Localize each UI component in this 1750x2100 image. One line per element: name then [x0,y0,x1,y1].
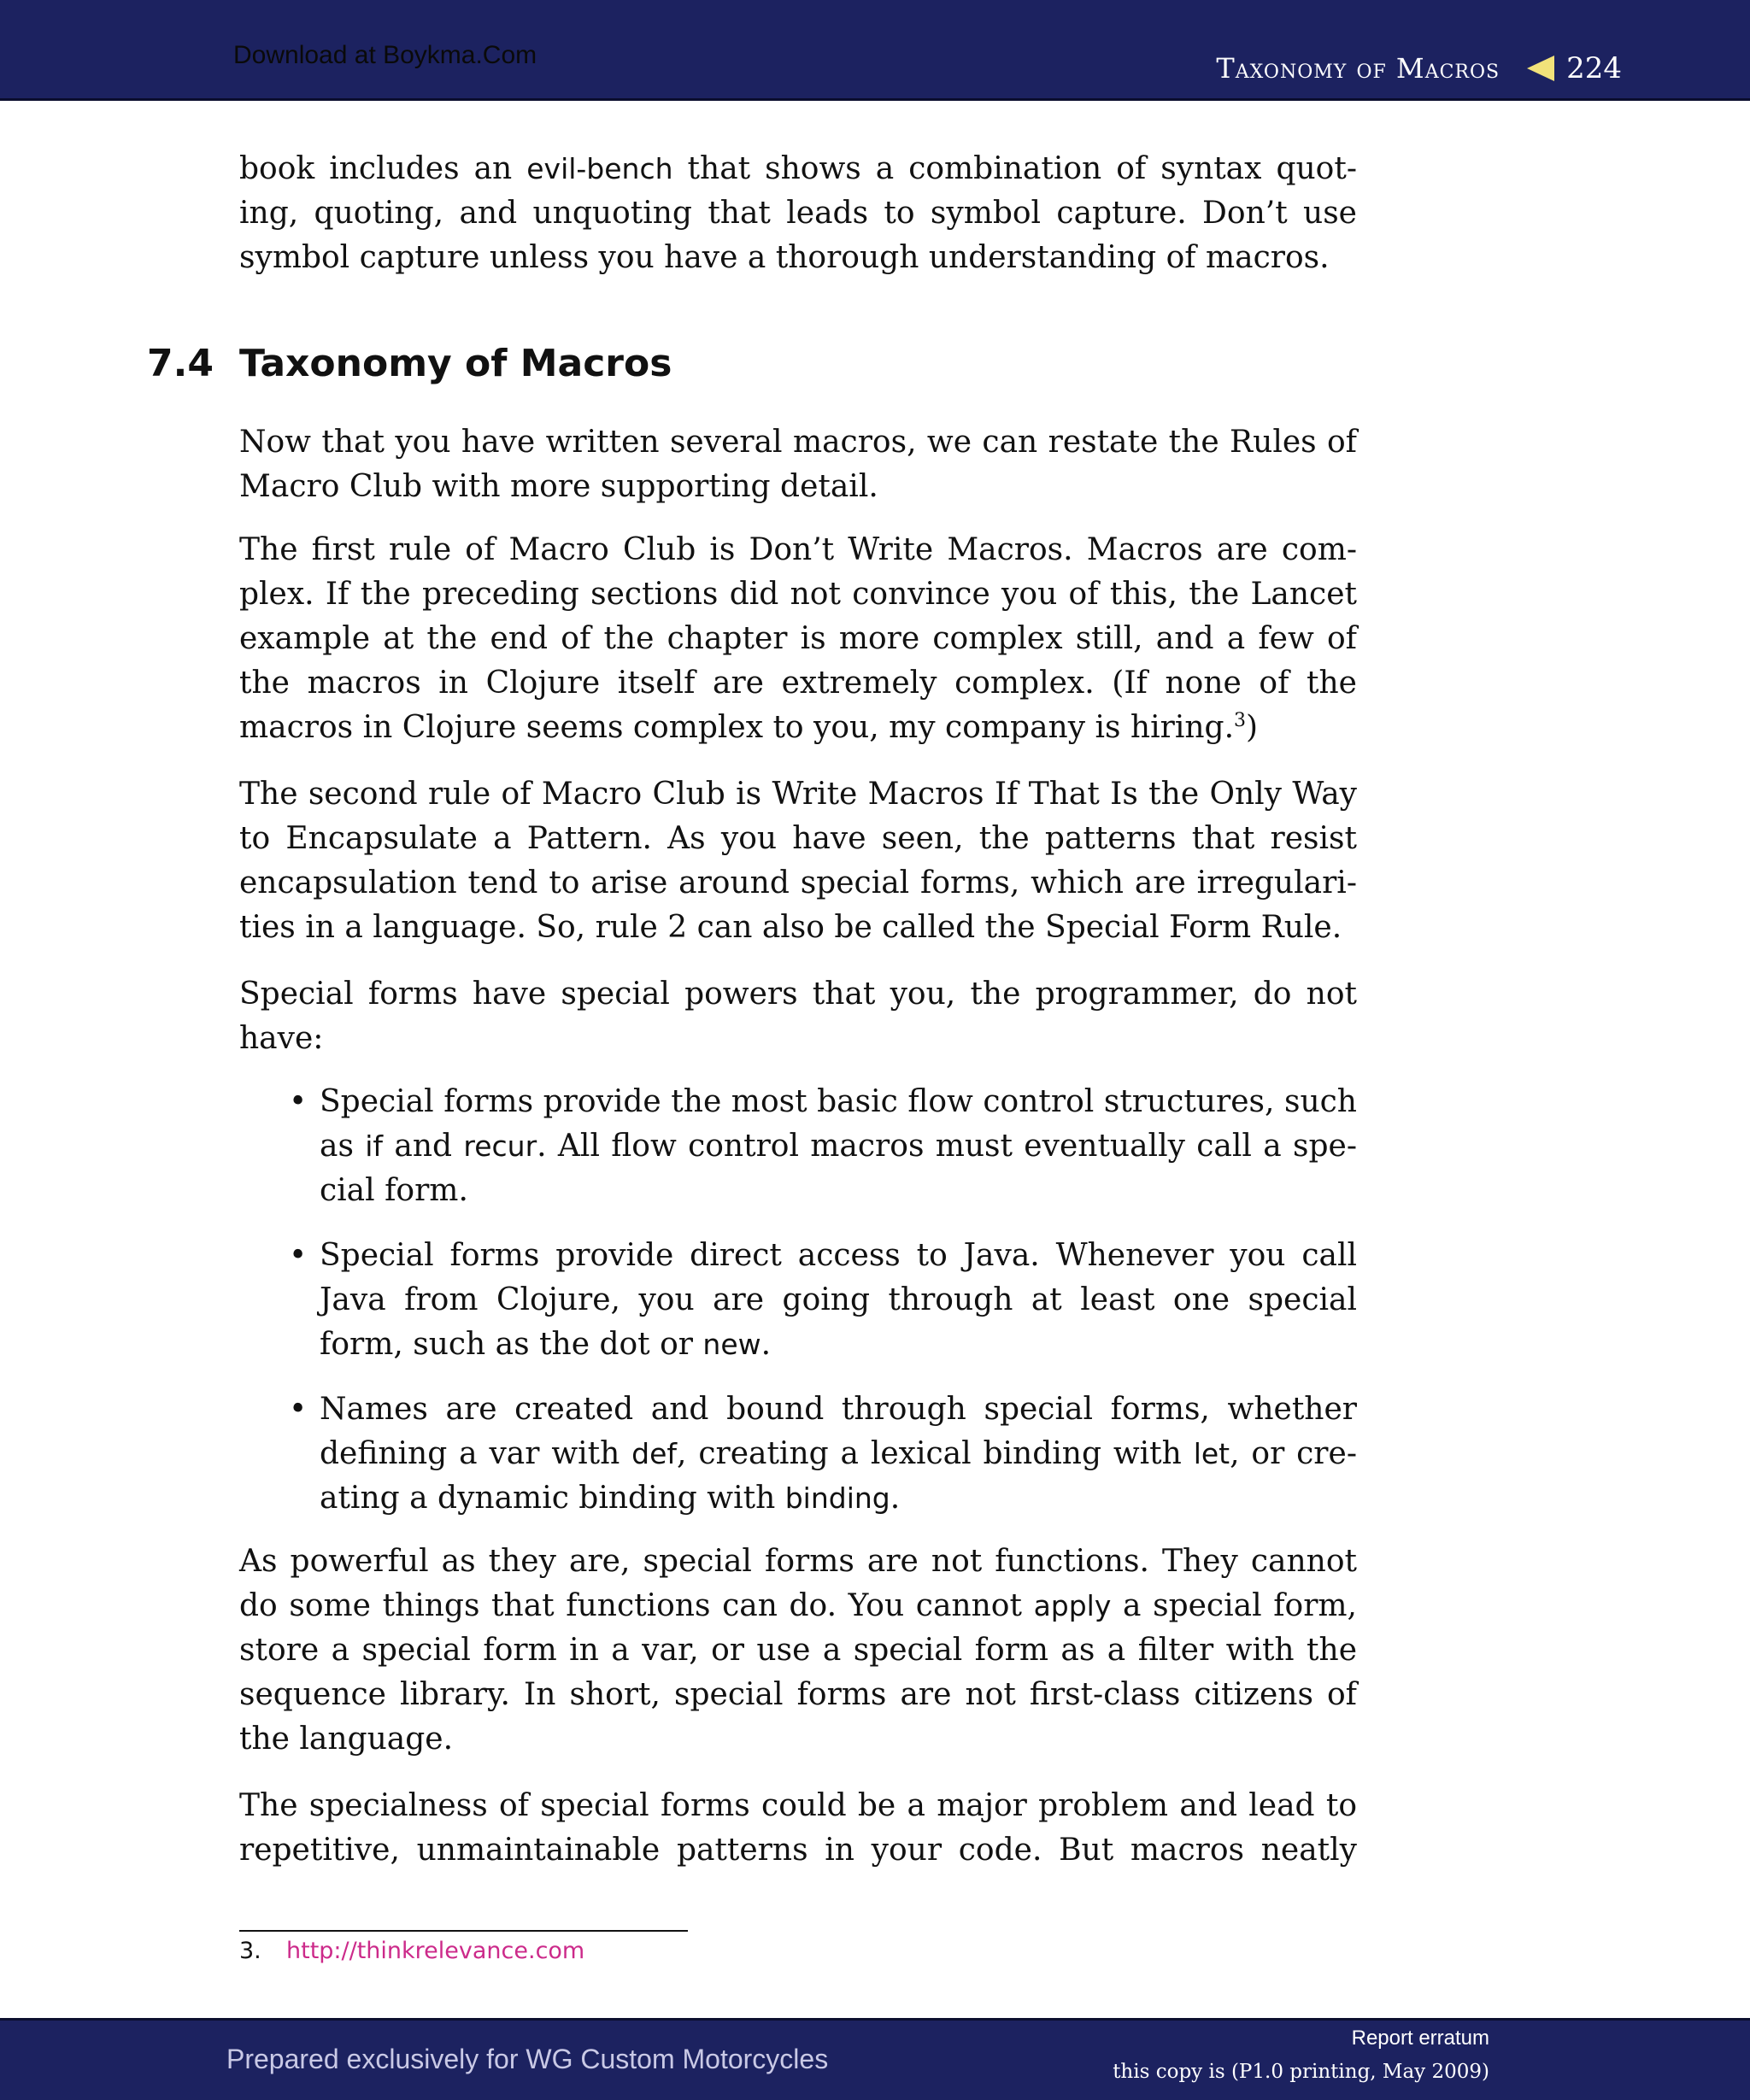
code-let: let [1193,1437,1230,1470]
bullet-icon: • [289,1392,308,1427]
bullet-text: Special forms provide direct access to Java. Whenever you call Java from Clojure, you are going through at least one special form, such as the dot or [320,1238,1357,1362]
paragraph-first-rule [239,528,1357,750]
paragraph-specialness [239,1784,1357,1873]
bullet-icon: • [289,1238,308,1273]
paragraph-text: The first rule of Macro Club is Don’t Write Macros. Macros are complex. If the preceding sections did not convince you of this, the Lancet example at the end of the chapter is more complex still, and a few of the macros in Clojure itself are extremely complex. (If none of the macros in Clojure seems complex to you, my company is hiring. [239,532,1357,745]
prepared-for-text: Prepared exclusively for WG Custom Motorcycles [226,2044,829,2074]
paragraph-text: The second rule of Macro Club is Write Macros If That Is the Only Way to Encapsulate a Pattern. As you have seen, the patterns that resist encapsulation tend to arise around special forms, which are irregularities in a language. So, rule 2 can also be called the Special Form Rule. [239,777,1357,945]
bullet-text: . All flow control macros must eventually call a special form. [320,1129,1357,1208]
paragraph-text: The specialness of special forms could be a major problem and lead to repetitive, unmaintainable patterns in your code. But macros neatly [239,1788,1357,1868]
section-title: Taxonomy of Macros [239,342,672,385]
page-number: 224 [1566,51,1622,85]
report-erratum-link[interactable]: Report erratum [1351,2027,1489,2050]
code-binding: binding [784,1481,890,1515]
copy-info: this copy is (P1.0 printing, May 2009) [1113,2061,1489,2083]
bullet-text: Special forms provide the most basic flow control structures, such as [320,1084,1357,1164]
bullet-text: , creating a lexical binding with [677,1436,1194,1471]
code-evil-bench: evil-bench [526,152,673,185]
code-apply: apply [1033,1589,1112,1622]
list-item [239,1234,1357,1367]
code-if: if [365,1129,384,1163]
intro-paragraph [239,147,1357,280]
footnote-ref-3[interactable]: 3 [1234,710,1247,731]
section-number: 7.4 [147,342,214,385]
footnote-number: 3. [239,1938,261,1964]
code-recur: recur [463,1129,537,1163]
section-heading [147,342,672,385]
bullet-text: . [890,1481,901,1516]
paragraph-special-powers [239,972,1357,1061]
bullet-text: Names are created and bound through special forms, whether defining a var with [320,1392,1357,1471]
paragraph-second-rule [239,772,1357,950]
paragraph-text: Special forms have special powers that you, the programmer, do not have: [239,977,1357,1056]
intro-text-end: that shows a combination of syntax quoting, quoting, and unquoting that leads to symbol capture. Don’t use symbol capture unless you have a thorough understanding of macros. [239,151,1357,275]
bullet-icon: • [289,1084,308,1119]
paragraph-text: As powerful as they are, special forms are not functions. They cannot do some things that functions can do. You cannot [239,1544,1357,1623]
download-watermark: Download at Boykma.Com [233,41,537,69]
bullet-text: , or creating a dynamic binding with [320,1436,1357,1516]
footnote [239,1938,584,1964]
list-item [239,1080,1357,1213]
bullet-text: and [383,1129,464,1164]
footnote-link[interactable]: http://thinkrelevance.com [286,1938,585,1964]
intro-text-start: book includes an [239,151,527,186]
paragraph-text: Now that you have written several macros, we can restate the Rules of Macro Club with more supporting detail. [239,425,1357,504]
bullet-text: . [760,1327,772,1362]
special-forms-bullet-list [239,1080,1357,1521]
previous-page-triangle-icon[interactable] [1527,56,1554,81]
code-new: new [702,1328,761,1361]
paragraph-rules-intro [239,420,1357,509]
paragraph-text-end: ) [1246,710,1259,745]
footnote-divider [239,1930,688,1932]
paragraph-not-functions [239,1540,1357,1762]
running-title: Taxonomy of Macros [1216,52,1500,85]
running-header [1216,51,1622,85]
code-def: def [631,1437,678,1470]
list-item [239,1387,1357,1521]
paragraph-text-end: a special form, store a special form in a var, or use a special form as a filter with the sequence library. In short, special forms are not first-class citizens of the language. [239,1588,1357,1757]
